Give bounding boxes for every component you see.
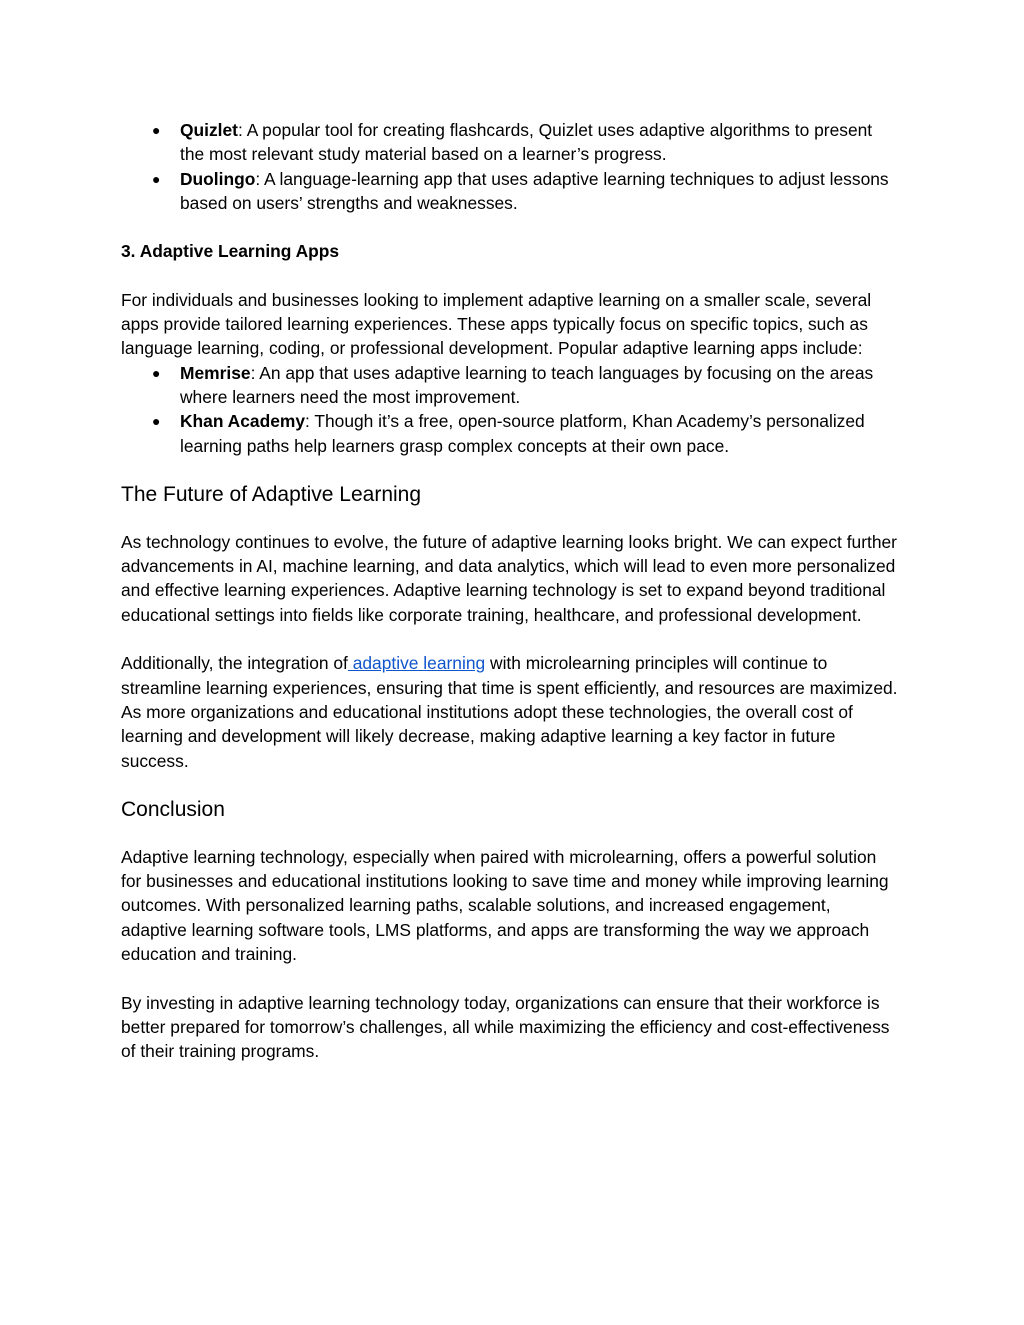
list-item-term: Memrise [180,362,251,383]
conclusion-paragraph-2: By investing in adaptive learning technology today, organizations can ensure that their workforce is better prepared for tomorrow’s challenges, all while maximizing the efficiency and cost-effectiveness of their training programs. [121,992,890,1062]
list-item-term: Duolingo [180,168,256,189]
section-intro-paragraph: For individuals and businesses looking to implement adaptive learning on a smaller scale, several apps provide tailored learning experiences. These apps typically focus on specific topics, such as language learning, coding, or professional development. Popular adaptive learning apps include: [121,289,872,359]
document-page [121,118,901,1064]
conclusion-paragraph-1: Adaptive learning technology, especially when paired with microlearning, offers a powerful solution for businesses and educational institutions looking to save time and money while improving learning outcomes. With personalized learning paths, scalable solutions, and increased engagement, adaptive learning software tools, LMS platforms, and apps are transforming the way we approach education and training. [121,846,889,965]
future-paragraph-2 [121,651,901,772]
list-item-text: : An app that uses adaptive learning to teach languages by focusing on the areas where learners need the most improvement. [180,362,874,407]
paragraph-text: with microlearning principles will continue to streamline learning experiences, ensuring that time is spent efficiently, and resources are maximized. As more organizations and educational institutions adopt these technologies, the overall cost of learning and development will likely decrease, making adaptive learning a key factor in future success. [121,653,898,771]
bullet-icon: ● [152,170,161,187]
list-item-text: : A language-learning app that uses adaptive learning techniques to adjust lessons based on users’ strengths and weaknesses. [180,168,889,213]
bullet-icon: ● [152,413,161,430]
bullet-icon: ● [152,122,161,138]
platform-list [121,118,901,215]
list-item-term: Quizlet [180,120,238,140]
list-item [121,409,901,458]
list-item-term: Khan Academy [180,411,305,432]
heading-conclusion: Conclusion [121,797,225,821]
list-item [121,361,901,410]
bullet-icon: ● [152,364,161,381]
list-item-text: : Though it’s a free, open-source platform, Khan Academy’s personalized learning paths help learners grasp complex concepts at their own pace. [180,411,865,456]
paragraph-text: Additionally, the integration of [121,653,348,674]
adaptive-learning-link[interactable]: adaptive learning [347,653,486,674]
list-item [121,167,901,216]
section-heading-adaptive-learning-apps: 3. Adaptive Learning Apps [121,241,340,262]
list-item-text: : A popular tool for creating flashcards, Quizlet uses adaptive algorithms to present the most relevant study material based on a learner’s progress. [180,120,873,165]
list-item [121,118,901,167]
future-paragraph-1: As technology continues to evolve, the future of adaptive learning looks bright. We can expect further advancements in AI, machine learning, and data analytics, which will lead to even more personalized and effective learning experiences. Adaptive learning technology is set to expand beyond traditional educational settings into fields like corporate training, healthcare, and professional development. [121,531,897,625]
apps-list [121,361,901,458]
heading-future-of-adaptive-learning: The Future of Adaptive Learning [121,482,422,506]
